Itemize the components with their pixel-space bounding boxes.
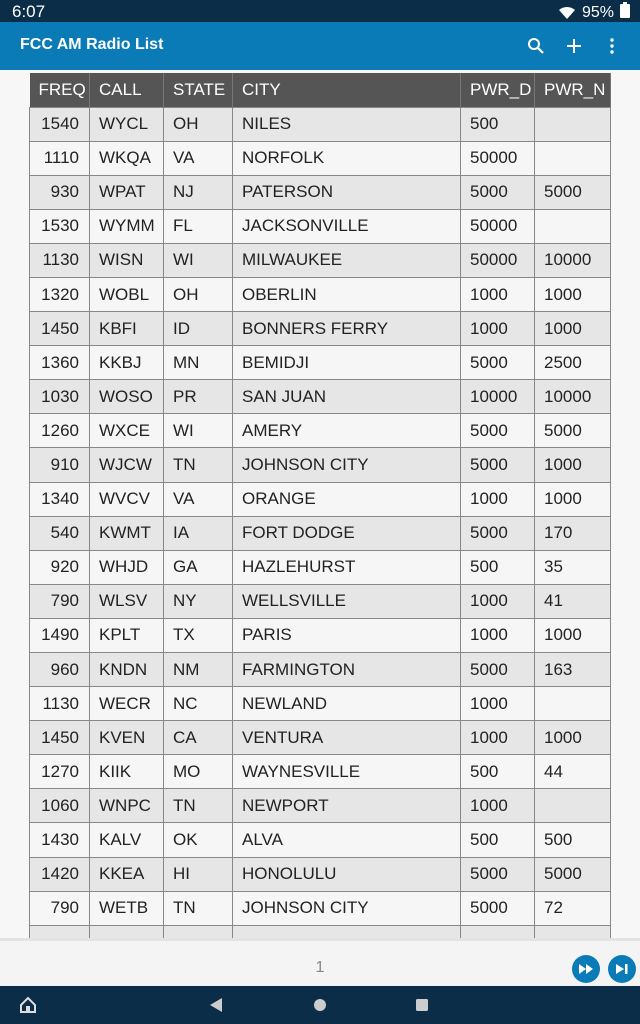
table-row[interactable] (30, 857, 611, 891)
cell-freq: 1420 (30, 857, 90, 891)
table-row[interactable] (30, 243, 611, 277)
cell-pwr-n: 10000 (535, 243, 611, 277)
cell-freq: 1060 (30, 789, 90, 823)
cell-call: WYCL (90, 107, 164, 141)
cell-city: MILWAUKEE (233, 243, 461, 277)
table-row[interactable] (30, 584, 611, 618)
cell-state: WI (164, 414, 233, 448)
cell-call (90, 925, 164, 938)
cell-freq: 930 (30, 175, 90, 209)
header-freq[interactable]: FREQ (30, 73, 90, 107)
cell-state: IA (164, 516, 233, 550)
home-shortcut-button[interactable] (18, 995, 38, 1015)
cell-pwr-d: 10000 (461, 380, 535, 414)
cell-city: SAN JUAN (233, 380, 461, 414)
cell-city: JOHNSON CITY (233, 448, 461, 482)
table-row[interactable] (30, 141, 611, 175)
cell-state: TN (164, 448, 233, 482)
cell-pwr-n: 163 (535, 653, 611, 687)
last-page-button[interactable] (608, 955, 636, 983)
next-page-button[interactable] (572, 955, 600, 983)
cell-state: NY (164, 584, 233, 618)
plus-icon (566, 38, 582, 54)
header-state[interactable]: STATE (164, 73, 233, 107)
cell-city: ALVA (233, 823, 461, 857)
cell-freq: 960 (30, 653, 90, 687)
cell-pwr-d: 500 (461, 107, 535, 141)
cell-freq: 1130 (30, 243, 90, 277)
cell-pwr-n: 1000 (535, 482, 611, 516)
cell-call: KPLT (90, 618, 164, 652)
app-bar (0, 22, 640, 70)
cell-city: BEMIDJI (233, 346, 461, 380)
table-row[interactable] (30, 891, 611, 925)
cell-pwr-d: 1000 (461, 277, 535, 311)
cell-pwr-n: 1000 (535, 448, 611, 482)
app-title: FCC AM Radio List (20, 36, 164, 53)
cell-city: FORT DODGE (233, 516, 461, 550)
cell-pwr-n: 5000 (535, 175, 611, 209)
status-indicators (558, 2, 630, 23)
cell-call: KBFI (90, 312, 164, 346)
cell-call: WPAT (90, 175, 164, 209)
cell-city: FARMINGTON (233, 653, 461, 687)
table-row[interactable] (30, 175, 611, 209)
table-row[interactable] (30, 346, 611, 380)
cell-freq: 1360 (30, 346, 90, 380)
cell-city: PARIS (233, 618, 461, 652)
cell-call: WETB (90, 891, 164, 925)
cell-city: AMERY (233, 414, 461, 448)
header-city[interactable]: CITY (233, 73, 461, 107)
back-triangle-icon (209, 997, 223, 1013)
table-row[interactable] (30, 448, 611, 482)
cell-pwr-d: 50000 (461, 141, 535, 175)
cell-call: WNPC (90, 789, 164, 823)
cell-pwr-d: 1000 (461, 789, 535, 823)
cell-pwr-d: 5000 (461, 448, 535, 482)
skip-next-icon (615, 963, 629, 975)
cell-call: KWMT (90, 516, 164, 550)
cell-city: JACKSONVILLE (233, 209, 461, 243)
cell-pwr-d: 1000 (461, 584, 535, 618)
table-row[interactable] (30, 312, 611, 346)
cell-pwr-d: 1000 (461, 687, 535, 721)
cell-freq: 920 (30, 550, 90, 584)
cell-freq: 1030 (30, 380, 90, 414)
cell-city: WAYNESVILLE (233, 755, 461, 789)
cell-state: WI (164, 243, 233, 277)
cell-city: NILES (233, 107, 461, 141)
battery-icon (620, 2, 630, 23)
cell-city: WELLSVILLE (233, 584, 461, 618)
cell-state: CA (164, 721, 233, 755)
cell-state: TN (164, 891, 233, 925)
table-container[interactable] (0, 70, 640, 938)
cell-call: KKBJ (90, 346, 164, 380)
page-number: 1 (315, 959, 325, 976)
cell-state: MN (164, 346, 233, 380)
cell-pwr-n: 1000 (535, 312, 611, 346)
cell-call: KIIK (90, 755, 164, 789)
table-row[interactable] (30, 618, 611, 652)
cell-call: WXCE (90, 414, 164, 448)
home-icon (19, 996, 37, 1014)
cell-city: JOHNSON CITY (233, 891, 461, 925)
more-vert-icon (609, 38, 615, 54)
cell-state: NC (164, 687, 233, 721)
cell-state: OK (164, 823, 233, 857)
search-icon (527, 37, 545, 55)
cell-pwr-d: 5000 (461, 653, 535, 687)
cell-state: TX (164, 618, 233, 652)
cell-pwr-d: 1000 (461, 482, 535, 516)
cell-freq: 1270 (30, 755, 90, 789)
cell-pwr-d: 5000 (461, 414, 535, 448)
cell-pwr-d: 5000 (461, 857, 535, 891)
cell-call: WKQA (90, 141, 164, 175)
table-row[interactable] (30, 925, 611, 938)
cell-city: HAZLEHURST (233, 550, 461, 584)
back-button[interactable] (206, 995, 226, 1015)
cell-call: WYMM (90, 209, 164, 243)
cell-call: KALV (90, 823, 164, 857)
cell-pwr-d: 5000 (461, 516, 535, 550)
cell-pwr-n: 1000 (535, 721, 611, 755)
table-row[interactable] (30, 277, 611, 311)
cell-freq: 1530 (30, 209, 90, 243)
cell-call: WLSV (90, 584, 164, 618)
cell-freq: 1340 (30, 482, 90, 516)
battery-level: 95% (581, 3, 614, 21)
cell-pwr-d: 500 (461, 823, 535, 857)
cell-pwr-n: 72 (535, 891, 611, 925)
cell-state: NJ (164, 175, 233, 209)
cell-city: PATERSON (233, 175, 461, 209)
cell-state: MO (164, 755, 233, 789)
cell-pwr-n: 35 (535, 550, 611, 584)
cell-city (233, 925, 461, 938)
cell-call: WOSO (90, 380, 164, 414)
recents-square-icon (415, 998, 429, 1012)
system-navigation-bar (0, 986, 640, 1024)
cell-pwr-n: 1000 (535, 618, 611, 652)
table-row[interactable] (30, 653, 611, 687)
cell-state: OH (164, 277, 233, 311)
cell-state: NM (164, 653, 233, 687)
cell-pwr-n (535, 209, 611, 243)
cell-pwr-n (535, 687, 611, 721)
table-row[interactable] (30, 687, 611, 721)
cell-state: FL (164, 209, 233, 243)
cell-call: WVCV (90, 482, 164, 516)
table-row[interactable] (30, 380, 611, 414)
pagination-bar (0, 938, 640, 986)
cell-freq: 1260 (30, 414, 90, 448)
cell-city: BONNERS FERRY (233, 312, 461, 346)
cell-city: HONOLULU (233, 857, 461, 891)
cell-freq: 1450 (30, 312, 90, 346)
cell-city: NORFOLK (233, 141, 461, 175)
cell-pwr-n: 500 (535, 823, 611, 857)
header-pwr-n[interactable]: PWR_N (535, 73, 611, 107)
cell-pwr-d: 500 (461, 550, 535, 584)
cell-pwr-d: 1000 (461, 618, 535, 652)
cell-call: WECR (90, 687, 164, 721)
cell-state: GA (164, 550, 233, 584)
app-actions (522, 32, 626, 60)
cell-state: ID (164, 312, 233, 346)
cell-freq: 1490 (30, 618, 90, 652)
cell-pwr-d (461, 925, 535, 938)
add-button[interactable] (560, 32, 588, 60)
status-time: 6:07 (12, 2, 46, 21)
cell-pwr-d: 5000 (461, 891, 535, 925)
table-row[interactable] (30, 414, 611, 448)
cell-call: WOBL (90, 277, 164, 311)
cell-city: NEWLAND (233, 687, 461, 721)
cell-pwr-n: 5000 (535, 857, 611, 891)
search-button[interactable] (522, 32, 550, 60)
cell-call: KVEN (90, 721, 164, 755)
cell-state: VA (164, 141, 233, 175)
table-row[interactable] (30, 789, 611, 823)
cell-freq: 1130 (30, 687, 90, 721)
cell-state (164, 925, 233, 938)
recents-button[interactable] (412, 995, 432, 1015)
cell-freq: 1430 (30, 823, 90, 857)
cell-pwr-d: 500 (461, 755, 535, 789)
table-row[interactable] (30, 209, 611, 243)
cell-call: WISN (90, 243, 164, 277)
cell-freq: 540 (30, 516, 90, 550)
cell-state: VA (164, 482, 233, 516)
more-options-button[interactable] (598, 32, 626, 60)
table-body (30, 107, 611, 938)
fast-forward-icon (578, 963, 594, 975)
cell-pwr-n: 1000 (535, 277, 611, 311)
cell-call: WJCW (90, 448, 164, 482)
cell-pwr-n: 44 (535, 755, 611, 789)
cell-pwr-n: 2500 (535, 346, 611, 380)
status-bar (0, 0, 640, 22)
header-call[interactable]: CALL (90, 73, 164, 107)
cell-pwr-n: 41 (535, 584, 611, 618)
cell-state: TN (164, 789, 233, 823)
cell-pwr-d: 1000 (461, 721, 535, 755)
cell-pwr-d: 5000 (461, 175, 535, 209)
cell-freq: 1540 (30, 107, 90, 141)
cell-city: ORANGE (233, 482, 461, 516)
cell-city: NEWPORT (233, 789, 461, 823)
home-circle-icon (313, 998, 327, 1012)
cell-call: KKEA (90, 857, 164, 891)
table-row[interactable] (30, 516, 611, 550)
cell-call: WHJD (90, 550, 164, 584)
table-row[interactable] (30, 550, 611, 584)
table-row[interactable] (30, 721, 611, 755)
cell-freq: 1450 (30, 721, 90, 755)
cell-freq: 790 (30, 891, 90, 925)
cell-pwr-n: 170 (535, 516, 611, 550)
cell-pwr-d: 5000 (461, 346, 535, 380)
cell-pwr-d: 50000 (461, 243, 535, 277)
cell-pwr-d: 50000 (461, 209, 535, 243)
station-table (29, 73, 611, 938)
table-header-row (30, 73, 611, 107)
cell-freq: 1320 (30, 277, 90, 311)
cell-pwr-n (535, 789, 611, 823)
cell-city: VENTURA (233, 721, 461, 755)
table-row[interactable] (30, 755, 611, 789)
cell-pwr-n: 5000 (535, 414, 611, 448)
table-row[interactable] (30, 823, 611, 857)
cell-freq (30, 925, 90, 938)
table-row[interactable] (30, 107, 611, 141)
cell-state: OH (164, 107, 233, 141)
header-pwr-d[interactable]: PWR_D (461, 73, 535, 107)
cell-pwr-n (535, 107, 611, 141)
cell-freq: 790 (30, 584, 90, 618)
wifi-icon (558, 6, 576, 20)
cell-pwr-n: 10000 (535, 380, 611, 414)
cell-state: PR (164, 380, 233, 414)
cell-state: HI (164, 857, 233, 891)
cell-freq: 910 (30, 448, 90, 482)
cell-call: KNDN (90, 653, 164, 687)
home-button[interactable] (310, 995, 330, 1015)
cell-freq: 1110 (30, 141, 90, 175)
cell-pwr-n (535, 925, 611, 938)
cell-city: OBERLIN (233, 277, 461, 311)
cell-pwr-n (535, 141, 611, 175)
cell-pwr-d: 1000 (461, 312, 535, 346)
table-row[interactable] (30, 482, 611, 516)
